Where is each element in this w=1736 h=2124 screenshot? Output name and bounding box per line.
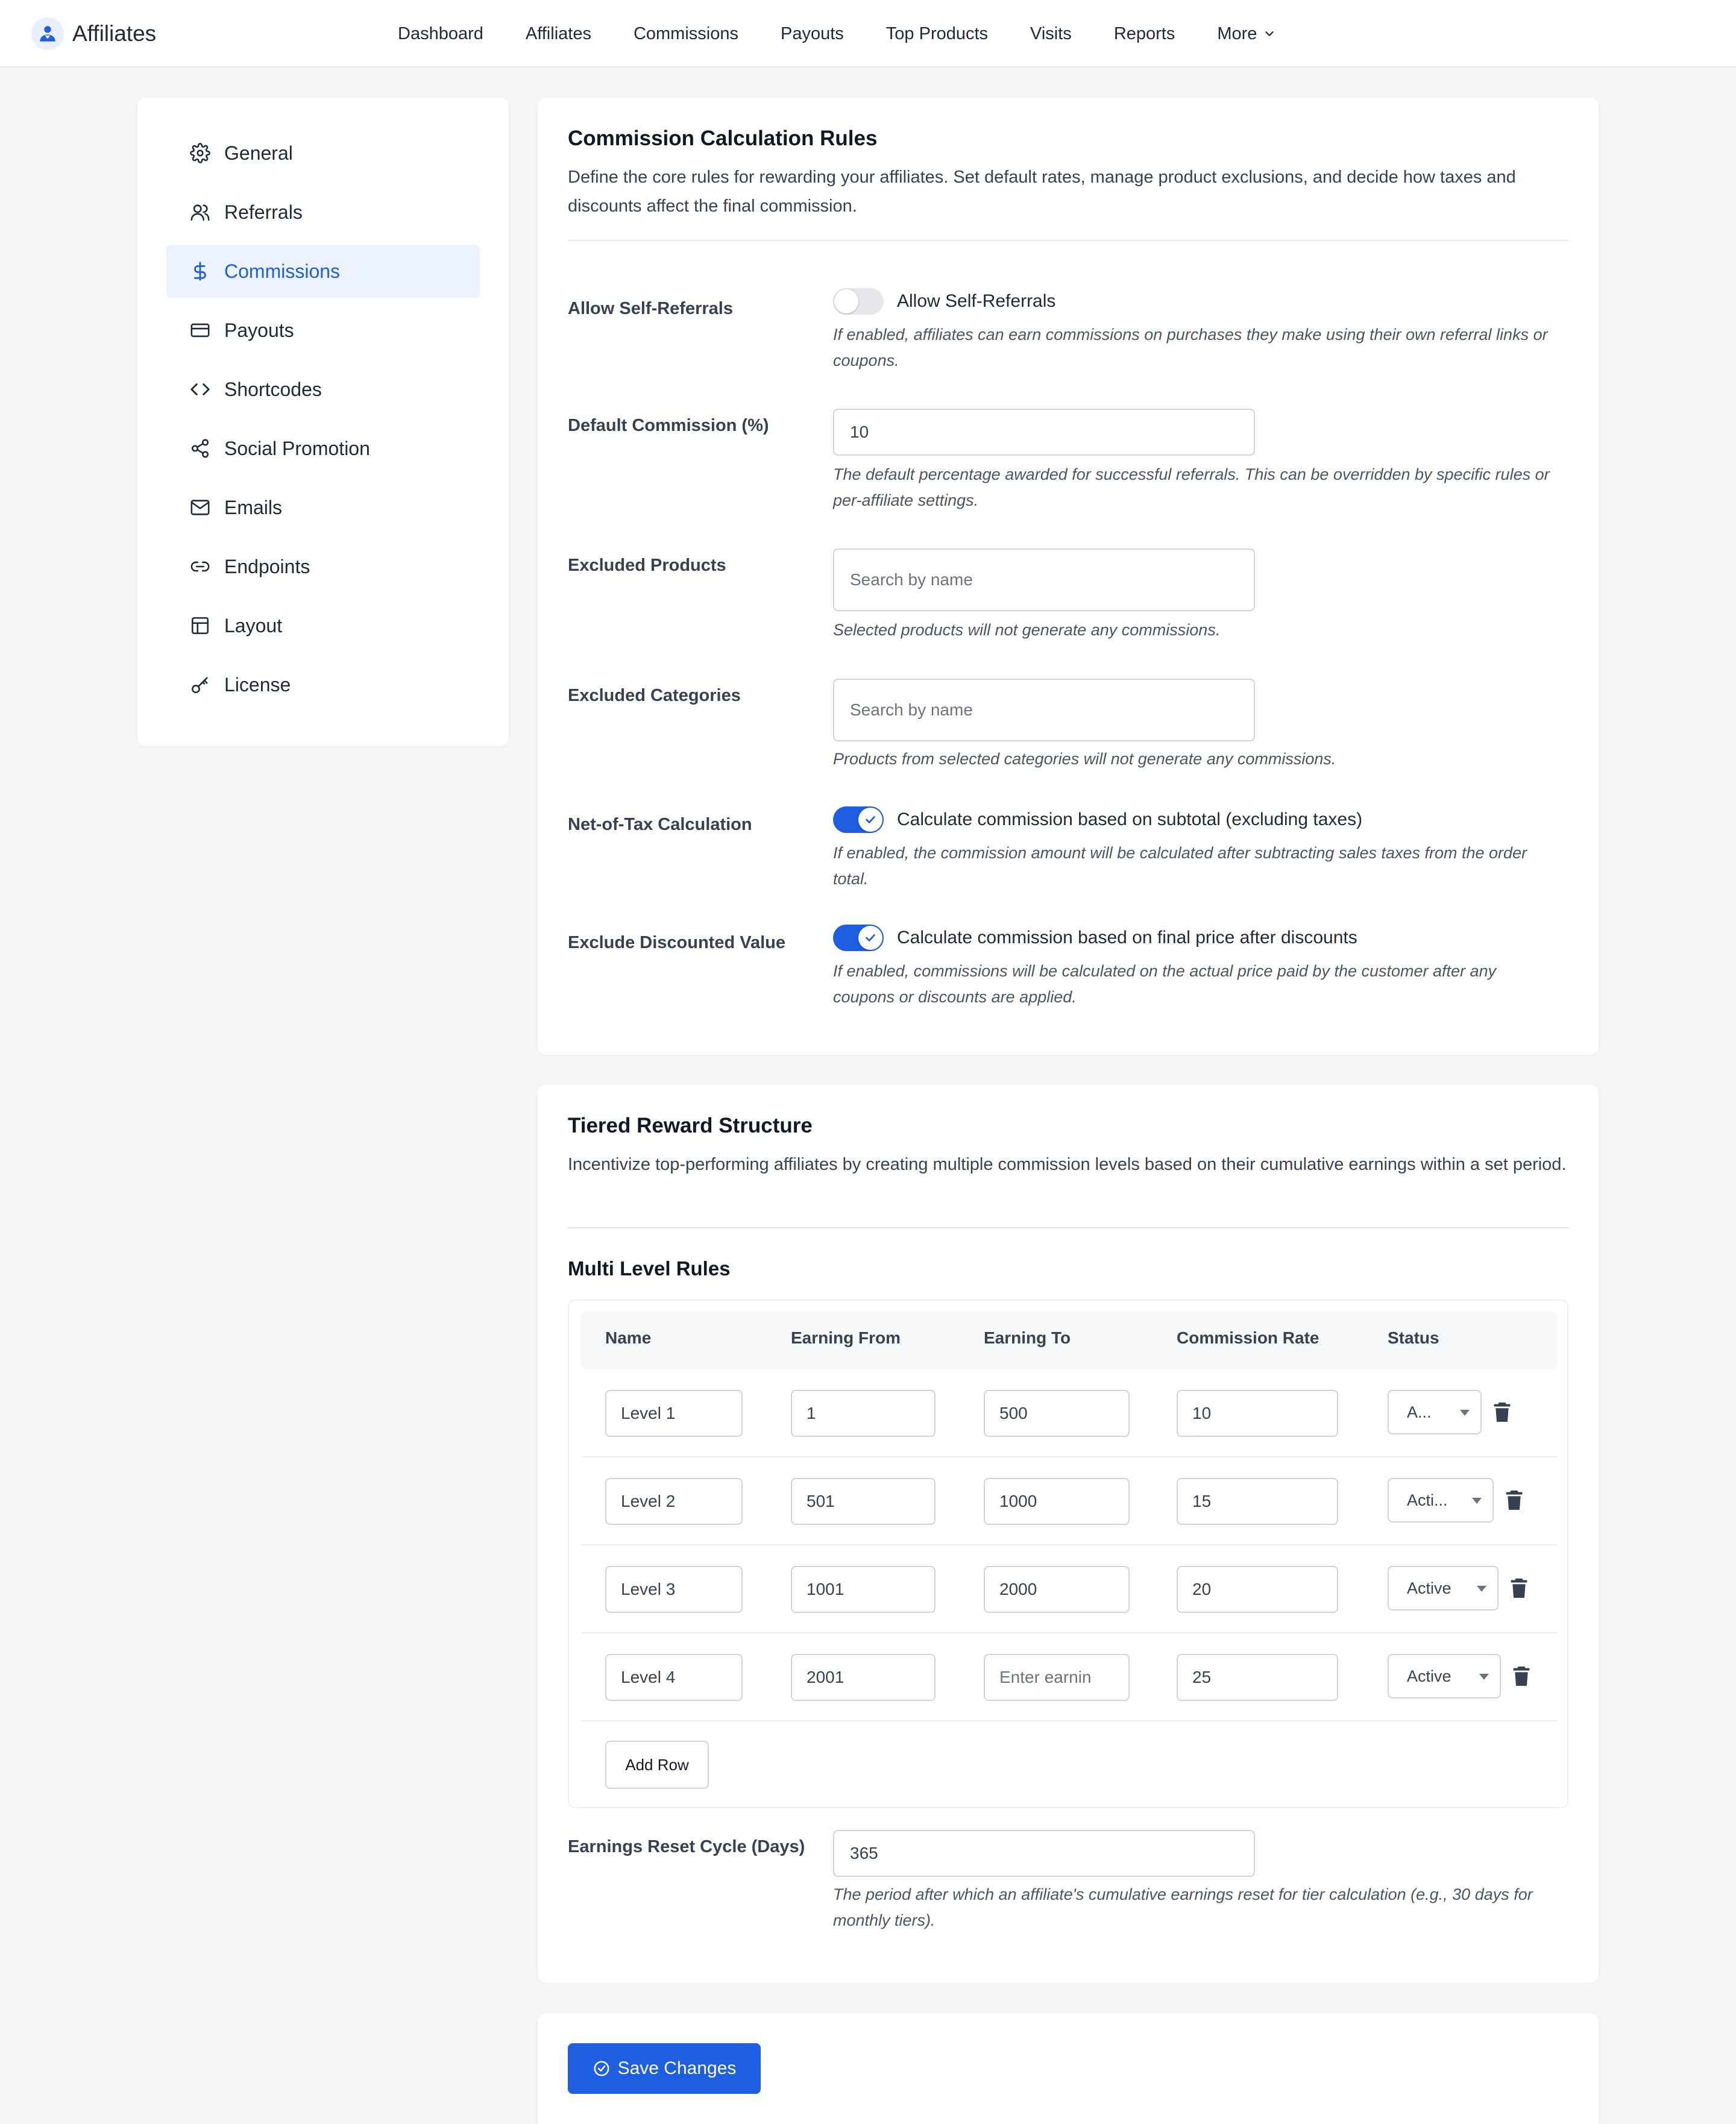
status-select[interactable] (1388, 1478, 1494, 1522)
commission-rules-title: Commission Calculation Rules (568, 127, 878, 150)
sidebar-item-social-promotion[interactable] (166, 422, 480, 475)
net-of-tax-toggle[interactable] (833, 806, 884, 833)
tiered-reward-title: Tiered Reward Structure (568, 1114, 813, 1137)
save-changes-label: Save Changes (617, 2058, 737, 2078)
share-icon (188, 436, 212, 460)
main-nav (398, 0, 1318, 68)
status-select-value: Active (1407, 1667, 1451, 1685)
dollar-icon (188, 259, 212, 283)
nav-commissions[interactable]: Commissions (633, 24, 738, 43)
self-referrals-toggle-row (833, 288, 1055, 315)
column-header-commission-rate: Commission Rate (1177, 1328, 1319, 1347)
tier-name-input[interactable] (605, 1654, 743, 1701)
brand[interactable] (31, 17, 156, 51)
sidebar-item-label: General (224, 142, 293, 164)
table-row (581, 1545, 1558, 1633)
status-select[interactable] (1388, 1654, 1501, 1698)
commission-rate-input[interactable] (1177, 1566, 1338, 1613)
check-icon (864, 931, 877, 944)
commission-rate-input[interactable] (1177, 1390, 1338, 1437)
earning-from-input[interactable] (791, 1478, 936, 1525)
column-header-earning-to: Earning To (984, 1328, 1071, 1347)
sidebar-item-label: Referrals (224, 201, 303, 223)
earning-to-input[interactable] (984, 1654, 1130, 1701)
status-select-value: Active (1407, 1579, 1451, 1597)
save-changes-button[interactable] (568, 2043, 761, 2094)
table-header (581, 1312, 1558, 1369)
multi-level-rules-title: Multi Level Rules (568, 1257, 731, 1280)
caret-down-icon (1460, 1410, 1470, 1416)
excluded-categories-help: Products from selected categories will not generate any commissions. (833, 750, 1336, 768)
reset-cycle-help: The period after which an affiliate's cumulative earnings reset for tier calculation (e.g., 30 days for monthly tiers). (833, 1885, 1533, 1929)
earning-to-input[interactable] (984, 1566, 1130, 1613)
sidebar-item-label: Payouts (224, 319, 294, 341)
sidebar-item-label: Social Promotion (224, 437, 370, 459)
exclude-discounted-toggle[interactable] (833, 925, 884, 951)
exclude-discounted-label: Exclude Discounted Value (568, 933, 785, 952)
self-referrals-toggle-label: Allow Self-Referrals (897, 291, 1056, 311)
excluded-categories-label: Excluded Categories (568, 686, 741, 705)
sidebar-item-label: Emails (224, 496, 283, 518)
table-row (581, 1369, 1558, 1457)
trash-icon[interactable] (1492, 1401, 1512, 1424)
check-icon (864, 813, 877, 826)
top-navigation-bar (0, 0, 1736, 68)
excluded-products-label: Excluded Products (568, 556, 726, 575)
earning-to-input[interactable] (984, 1390, 1130, 1437)
trash-icon[interactable] (1509, 1577, 1529, 1600)
sidebar-item-shortcodes[interactable] (166, 363, 480, 416)
excluded-categories-search-input[interactable] (833, 679, 1255, 741)
layout-icon (188, 614, 212, 638)
column-header-earning-from: Earning From (791, 1328, 901, 1347)
commission-rules-card (538, 98, 1599, 1055)
commission-rate-input[interactable] (1177, 1478, 1338, 1525)
column-header-status: Status (1388, 1328, 1439, 1347)
caret-down-icon (1472, 1498, 1482, 1504)
tier-name-input[interactable] (605, 1478, 743, 1525)
exclude-discounted-toggle-label: Calculate commission based on final price after discounts (897, 928, 1357, 947)
nav-top-products[interactable]: Top Products (885, 24, 989, 43)
status-select-value: Acti... (1407, 1491, 1448, 1509)
toggle-knob (858, 926, 882, 950)
net-of-tax-label: Net-of-Tax Calculation (568, 815, 752, 834)
trash-icon[interactable] (1512, 1665, 1531, 1688)
tier-name-input[interactable] (605, 1390, 743, 1437)
earning-from-input[interactable] (791, 1390, 936, 1437)
default-commission-input[interactable] (833, 409, 1255, 456)
self-referrals-label: Allow Self-Referrals (568, 299, 733, 318)
sidebar-item-label: Commissions (224, 260, 341, 282)
table-row (581, 1633, 1558, 1721)
commission-rate-input[interactable] (1177, 1654, 1338, 1701)
toggle-knob (858, 808, 882, 832)
nav-more[interactable] (1217, 24, 1276, 44)
net-of-tax-toggle-row (833, 806, 1362, 833)
reset-cycle-label: Earnings Reset Cycle (Days) (568, 1837, 805, 1856)
caret-down-icon (1479, 1674, 1489, 1680)
exclude-discounted-help: If enabled, commissions will be calculated on the actual price paid by the customer after any coupons or discounts are applied. (833, 962, 1497, 1006)
net-of-tax-toggle-label: Calculate commission based on subtotal (excluding taxes) (897, 809, 1363, 829)
exclude-discounted-toggle-row (833, 925, 1357, 951)
default-commission-help: The default percentage awarded for successful referrals. This can be overridden by specific rules or per-affiliate settings. (833, 465, 1550, 509)
tiered-reward-description: Incentivize top-performing affiliates by creating multiple commission levels based on their cumulative earnings within a set period. (568, 1155, 1567, 1174)
caret-down-icon (1477, 1586, 1486, 1592)
earning-from-input[interactable] (791, 1654, 936, 1701)
earning-to-input[interactable] (984, 1478, 1130, 1525)
earning-from-input[interactable] (791, 1566, 936, 1613)
sidebar-item-license[interactable] (166, 658, 480, 711)
sidebar-item-label: License (224, 673, 291, 696)
chevron-down-icon (1263, 27, 1276, 40)
nav-dashboard[interactable]: Dashboard (398, 24, 483, 43)
sidebar-item-referrals[interactable] (166, 186, 480, 239)
key-icon (188, 673, 212, 697)
credit-card-icon (188, 318, 212, 342)
save-card (538, 2013, 1599, 2124)
reset-cycle-input[interactable] (833, 1830, 1255, 1877)
default-commission-label: Default Commission (%) (568, 416, 769, 435)
self-referrals-help: If enabled, affiliates can earn commissions on purchases they make using their own referral links or coupons. (833, 325, 1548, 369)
sidebar-item-commissions[interactable] (166, 245, 480, 298)
trash-icon[interactable] (1505, 1489, 1524, 1512)
nav-reports[interactable]: Reports (1113, 24, 1175, 43)
column-header-name: Name (605, 1328, 652, 1347)
check-circle-icon (593, 2060, 611, 2078)
sidebar-item-emails[interactable] (166, 481, 480, 534)
status-select[interactable] (1388, 1390, 1482, 1434)
self-referrals-toggle[interactable] (833, 288, 884, 315)
nav-visits[interactable]: Visits (1030, 24, 1072, 43)
status-select-value: A... (1407, 1403, 1432, 1421)
nav-affiliates[interactable]: Affiliates (525, 24, 591, 43)
nav-payouts[interactable]: Payouts (780, 24, 844, 43)
excluded-products-search-input[interactable] (833, 548, 1255, 611)
sidebar-item-label: Layout (224, 614, 283, 636)
toggle-knob (834, 289, 858, 313)
tier-name-input[interactable] (605, 1566, 743, 1613)
sidebar-item-layout[interactable] (166, 599, 480, 652)
divider (568, 1227, 1568, 1228)
table-row (581, 1457, 1558, 1545)
net-of-tax-help: If enabled, the commission amount will be calculated after subtracting sales taxes from the order total. (833, 844, 1527, 888)
settings-sidebar (137, 98, 509, 746)
code-icon (188, 377, 212, 401)
affiliates-logo-icon (31, 17, 64, 50)
sidebar-item-label: Endpoints (224, 555, 310, 577)
add-row-button[interactable]: Add Row (605, 1741, 709, 1789)
mail-icon (188, 495, 212, 520)
users-icon (188, 200, 212, 224)
link-icon (188, 555, 212, 579)
multi-level-rules-table (568, 1299, 1568, 1808)
tiered-reward-card (538, 1085, 1599, 1983)
excluded-products-help: Selected products will not generate any commissions. (833, 621, 1221, 639)
sidebar-item-general[interactable] (166, 127, 480, 180)
sidebar-item-label: Shortcodes (224, 378, 322, 400)
divider (568, 240, 1568, 241)
commission-rules-description: Define the core rules for rewarding your affiliates. Set default rates, manage product exclusions, and decide how taxes and discounts affect the final commission. (568, 168, 1516, 216)
sidebar-item-payouts[interactable] (166, 304, 480, 357)
sidebar-item-endpoints[interactable] (166, 540, 480, 593)
gear-icon (188, 141, 212, 165)
nav-more-label: More (1217, 24, 1257, 43)
app-name: Affiliates (72, 21, 157, 46)
status-select[interactable] (1388, 1566, 1499, 1610)
